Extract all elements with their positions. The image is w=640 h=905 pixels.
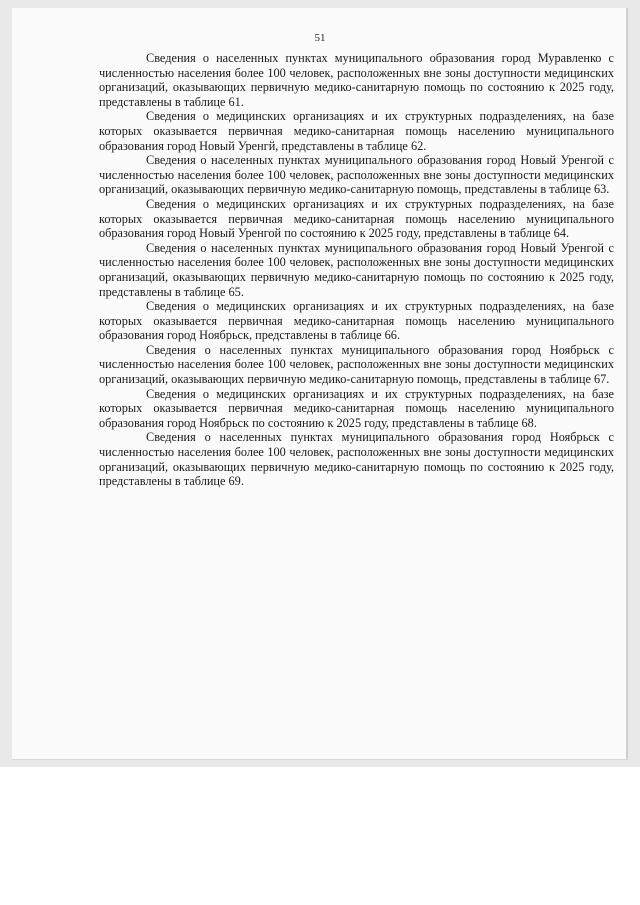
paragraph-novy-urengoy-organizations-62: Сведения о медицинских организациях и их структурных подразделениях, на базе которых оказывается первичная медико-санитарная помощь населению муниципального образования город Новый Уренгй, представлены в таблице 62. xyxy=(99,109,614,153)
document-page xyxy=(12,8,628,760)
paragraph-noyabrsk-organizations-66: Сведения о медицинских организациях и их структурных подразделениях, на базе которых оказывается первичная медико-санитарная помощь населению муниципального образования город Ноябрьск, представлены в таблице 66. xyxy=(99,299,614,343)
paragraph-noyabrsk-settlements-67: Сведения о населенных пунктах муниципального образования город Ноябрьск с численностью населения более 100 человек, расположенных вне зоны доступности медицинских организаций, оказывающих первичную медико-санитарную помощь, представлены в таблице 67. xyxy=(99,342,614,387)
paragraph-novy-urengoy-settlements-65: Сведения о населенных пунктах муниципального образования город Новый Уренгой с численностью населения более 100 человек, расположенных вне зоны доступности медицинских организаций, оказывающих первичную медико-санитарную помощь по состоянию к 2025 году, представлены в таблице 65. xyxy=(99,240,614,299)
paragraph-noyabrsk-organizations-68: Сведения о медицинских организациях и их структурных подразделениях, на базе которых оказывается первичная медико-санитарная помощь населению муниципального образования город Ноябрьск по состоянию к 2025 году, представлены в таблице 68. xyxy=(99,386,614,430)
paragraph-novy-urengoy-organizations-64: Сведения о медицинских организациях и их структурных подразделениях, на базе которых оказывается первичная медико-санитарная помощь населению муниципального образования город Новый Уренгой по состоянию к 2025 году, представлены в таблице 64. xyxy=(99,196,614,241)
paragraph-muravlenko-settlements: Сведения о населенных пунктах муниципального образования город Муравленко с численностью населения более 100 человек, расположенных вне зоны доступности медицинских организаций, оказывающих первичную медико-санитарную помощь по состоянию к 2025 году, представлены в таблице 61. xyxy=(99,51,614,109)
document-body xyxy=(99,51,614,489)
paragraph-novy-urengoy-settlements-63: Сведения о населенных пунктах муниципального образования город Новый Уренгой с численностью населения более 100 человек, расположенных вне зоны доступности медицинских организаций, оказывающих первичную медико-санитарную помощь, представлены в таблице 63. xyxy=(99,153,614,197)
page-number: 51 xyxy=(314,32,326,44)
paragraph-noyabrsk-settlements-69: Сведения о населенных пунктах муниципального образования город Ноябрьск с численностью населения более 100 человек, расположенных вне зоны доступности медицинских организаций, оказывающих первичную медико-санитарную помощь по состоянию к 2025 году, представлены в таблице 69. xyxy=(99,430,614,489)
